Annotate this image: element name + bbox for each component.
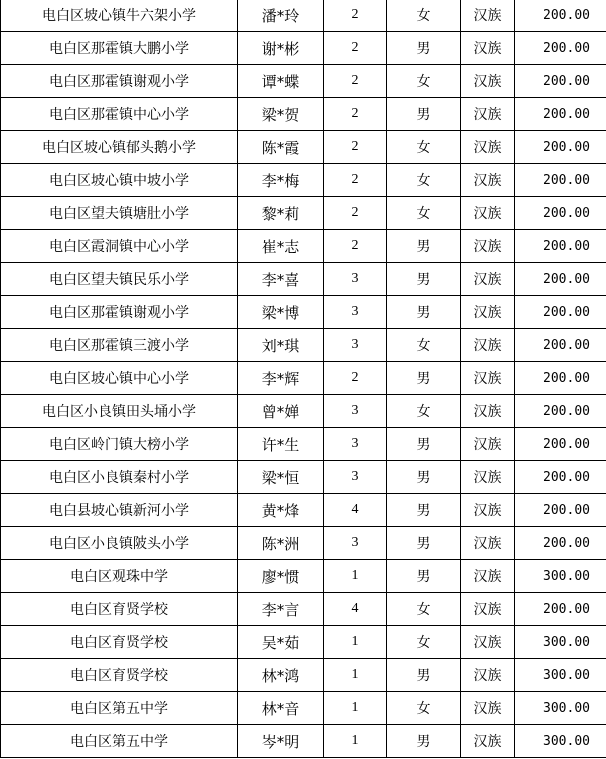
amount-cell: 200.00 (515, 197, 606, 230)
grade-cell: 2 (324, 197, 387, 230)
school-cell: 电白区坡心镇郁头鹅小学 (1, 131, 238, 164)
ethnicity-cell: 汉族 (461, 32, 515, 65)
amount-cell: 200.00 (515, 131, 606, 164)
school-cell: 电白区小良镇陂头小学 (1, 527, 238, 560)
amount-cell: 200.00 (515, 65, 606, 98)
ethnicity-cell: 汉族 (461, 197, 515, 230)
amount-cell: 200.00 (515, 0, 606, 32)
gender-cell: 女 (387, 329, 461, 362)
grade-cell: 2 (324, 0, 387, 32)
school-cell: 电白区育贤学校 (1, 659, 238, 692)
student-name-cell: 梁*博 (238, 296, 324, 329)
table-row (1, 98, 606, 131)
gender-cell: 女 (387, 593, 461, 626)
grade-cell: 1 (324, 725, 387, 758)
table-row (1, 362, 606, 395)
table-row (1, 494, 606, 527)
ethnicity-cell: 汉族 (461, 428, 515, 461)
grade-cell: 1 (324, 659, 387, 692)
student-name-cell: 曾*婵 (238, 395, 324, 428)
table-row (1, 461, 606, 494)
ethnicity-cell: 汉族 (461, 593, 515, 626)
school-cell: 电白区那霍镇中心小学 (1, 98, 238, 131)
amount-cell: 200.00 (515, 230, 606, 263)
school-cell: 电白区那霍镇谢观小学 (1, 296, 238, 329)
gender-cell: 女 (387, 395, 461, 428)
student-name-cell: 许*生 (238, 428, 324, 461)
table-row (1, 263, 606, 296)
school-cell: 电白县坡心镇新河小学 (1, 494, 238, 527)
table-row (1, 131, 606, 164)
school-cell: 电白区望夫镇民乐小学 (1, 263, 238, 296)
ethnicity-cell: 汉族 (461, 230, 515, 263)
student-name-cell: 李*言 (238, 593, 324, 626)
school-cell: 电白区那霍镇大鹏小学 (1, 32, 238, 65)
school-cell: 电白区育贤学校 (1, 626, 238, 659)
grade-cell: 1 (324, 560, 387, 593)
table-row (1, 626, 606, 659)
table-row (1, 428, 606, 461)
student-name-cell: 林*音 (238, 692, 324, 725)
ethnicity-cell: 汉族 (461, 65, 515, 98)
gender-cell: 女 (387, 197, 461, 230)
ethnicity-cell: 汉族 (461, 329, 515, 362)
school-cell: 电白区那霍镇三渡小学 (1, 329, 238, 362)
school-cell: 电白区育贤学校 (1, 593, 238, 626)
student-name-cell: 谢*彬 (238, 32, 324, 65)
table-row (1, 593, 606, 626)
amount-cell: 200.00 (515, 494, 606, 527)
student-name-cell: 李*梅 (238, 164, 324, 197)
table-row (1, 329, 606, 362)
table-row (1, 560, 606, 593)
student-name-cell: 崔*志 (238, 230, 324, 263)
school-cell: 电白区坡心镇中坡小学 (1, 164, 238, 197)
ethnicity-cell: 汉族 (461, 725, 515, 758)
amount-cell: 300.00 (515, 560, 606, 593)
grade-cell: 3 (324, 527, 387, 560)
gender-cell: 女 (387, 164, 461, 197)
gender-cell: 男 (387, 263, 461, 296)
amount-cell: 200.00 (515, 263, 606, 296)
student-name-cell: 林*鸿 (238, 659, 324, 692)
grade-cell: 1 (324, 626, 387, 659)
school-cell: 电白区小良镇秦村小学 (1, 461, 238, 494)
student-name-cell: 梁*恒 (238, 461, 324, 494)
school-cell: 电白区观珠中学 (1, 560, 238, 593)
amount-cell: 200.00 (515, 395, 606, 428)
amount-cell: 300.00 (515, 659, 606, 692)
table-row (1, 164, 606, 197)
ethnicity-cell: 汉族 (461, 692, 515, 725)
ethnicity-cell: 汉族 (461, 98, 515, 131)
school-cell: 电白区霞洞镇中心小学 (1, 230, 238, 263)
grade-cell: 3 (324, 461, 387, 494)
gender-cell: 男 (387, 296, 461, 329)
table-row (1, 65, 606, 98)
gender-cell: 男 (387, 362, 461, 395)
student-name-cell: 梁*贺 (238, 98, 324, 131)
student-name-cell: 黎*莉 (238, 197, 324, 230)
student-name-cell: 陈*洲 (238, 527, 324, 560)
amount-cell: 300.00 (515, 725, 606, 758)
school-cell: 电白区小良镇田头埇小学 (1, 395, 238, 428)
grade-cell: 3 (324, 296, 387, 329)
amount-cell: 300.00 (515, 692, 606, 725)
grade-cell: 4 (324, 593, 387, 626)
gender-cell: 男 (387, 428, 461, 461)
table-row (1, 230, 606, 263)
student-name-cell: 廖*惯 (238, 560, 324, 593)
amount-cell: 200.00 (515, 164, 606, 197)
table-row (1, 0, 606, 32)
gender-cell: 男 (387, 725, 461, 758)
ethnicity-cell: 汉族 (461, 0, 515, 32)
student-name-cell: 李*辉 (238, 362, 324, 395)
school-cell: 电白区坡心镇中心小学 (1, 362, 238, 395)
school-cell: 电白区坡心镇牛六架小学 (1, 0, 238, 32)
amount-cell: 200.00 (515, 329, 606, 362)
student-name-cell: 谭*蝶 (238, 65, 324, 98)
gender-cell: 女 (387, 65, 461, 98)
grade-cell: 3 (324, 428, 387, 461)
table-row (1, 692, 606, 725)
amount-cell: 200.00 (515, 527, 606, 560)
gender-cell: 男 (387, 560, 461, 593)
amount-cell: 200.00 (515, 461, 606, 494)
table-row (1, 197, 606, 230)
ethnicity-cell: 汉族 (461, 296, 515, 329)
grade-cell: 2 (324, 65, 387, 98)
ethnicity-cell: 汉族 (461, 659, 515, 692)
student-name-cell: 李*喜 (238, 263, 324, 296)
grade-cell: 3 (324, 329, 387, 362)
grade-cell: 4 (324, 494, 387, 527)
grade-cell: 1 (324, 692, 387, 725)
school-cell: 电白区岭门镇大榜小学 (1, 428, 238, 461)
grade-cell: 3 (324, 395, 387, 428)
grade-cell: 2 (324, 362, 387, 395)
ethnicity-cell: 汉族 (461, 527, 515, 560)
ethnicity-cell: 汉族 (461, 560, 515, 593)
amount-cell: 200.00 (515, 362, 606, 395)
student-name-cell: 陈*霞 (238, 131, 324, 164)
amount-cell: 200.00 (515, 593, 606, 626)
student-name-cell: 岑*明 (238, 725, 324, 758)
grade-cell: 2 (324, 131, 387, 164)
table-row (1, 395, 606, 428)
ethnicity-cell: 汉族 (461, 626, 515, 659)
amount-cell: 200.00 (515, 296, 606, 329)
table-row (1, 296, 606, 329)
student-name-cell: 刘*琪 (238, 329, 324, 362)
amount-cell: 300.00 (515, 626, 606, 659)
gender-cell: 男 (387, 494, 461, 527)
gender-cell: 男 (387, 230, 461, 263)
gender-cell: 女 (387, 131, 461, 164)
amount-cell: 200.00 (515, 428, 606, 461)
student-name-cell: 潘*玲 (238, 0, 324, 32)
gender-cell: 男 (387, 527, 461, 560)
school-cell: 电白区第五中学 (1, 692, 238, 725)
grade-cell: 3 (324, 263, 387, 296)
gender-cell: 女 (387, 0, 461, 32)
ethnicity-cell: 汉族 (461, 494, 515, 527)
gender-cell: 女 (387, 692, 461, 725)
table-row (1, 659, 606, 692)
amount-cell: 200.00 (515, 32, 606, 65)
table-row (1, 725, 606, 758)
grade-cell: 2 (324, 164, 387, 197)
ethnicity-cell: 汉族 (461, 263, 515, 296)
amount-cell: 200.00 (515, 98, 606, 131)
table-row (1, 527, 606, 560)
ethnicity-cell: 汉族 (461, 131, 515, 164)
table-body (1, 0, 606, 758)
ethnicity-cell: 汉族 (461, 362, 515, 395)
student-name-cell: 黄*烽 (238, 494, 324, 527)
grade-cell: 2 (324, 230, 387, 263)
ethnicity-cell: 汉族 (461, 164, 515, 197)
table-row (1, 32, 606, 65)
gender-cell: 男 (387, 32, 461, 65)
ethnicity-cell: 汉族 (461, 461, 515, 494)
ethnicity-cell: 汉族 (461, 395, 515, 428)
gender-cell: 女 (387, 626, 461, 659)
gender-cell: 男 (387, 461, 461, 494)
grade-cell: 2 (324, 98, 387, 131)
grade-cell: 2 (324, 32, 387, 65)
school-cell: 电白区第五中学 (1, 725, 238, 758)
student-name-cell: 吴*茹 (238, 626, 324, 659)
school-cell: 电白区望夫镇塘肚小学 (1, 197, 238, 230)
school-cell: 电白区那霍镇谢观小学 (1, 65, 238, 98)
gender-cell: 男 (387, 659, 461, 692)
gender-cell: 男 (387, 98, 461, 131)
